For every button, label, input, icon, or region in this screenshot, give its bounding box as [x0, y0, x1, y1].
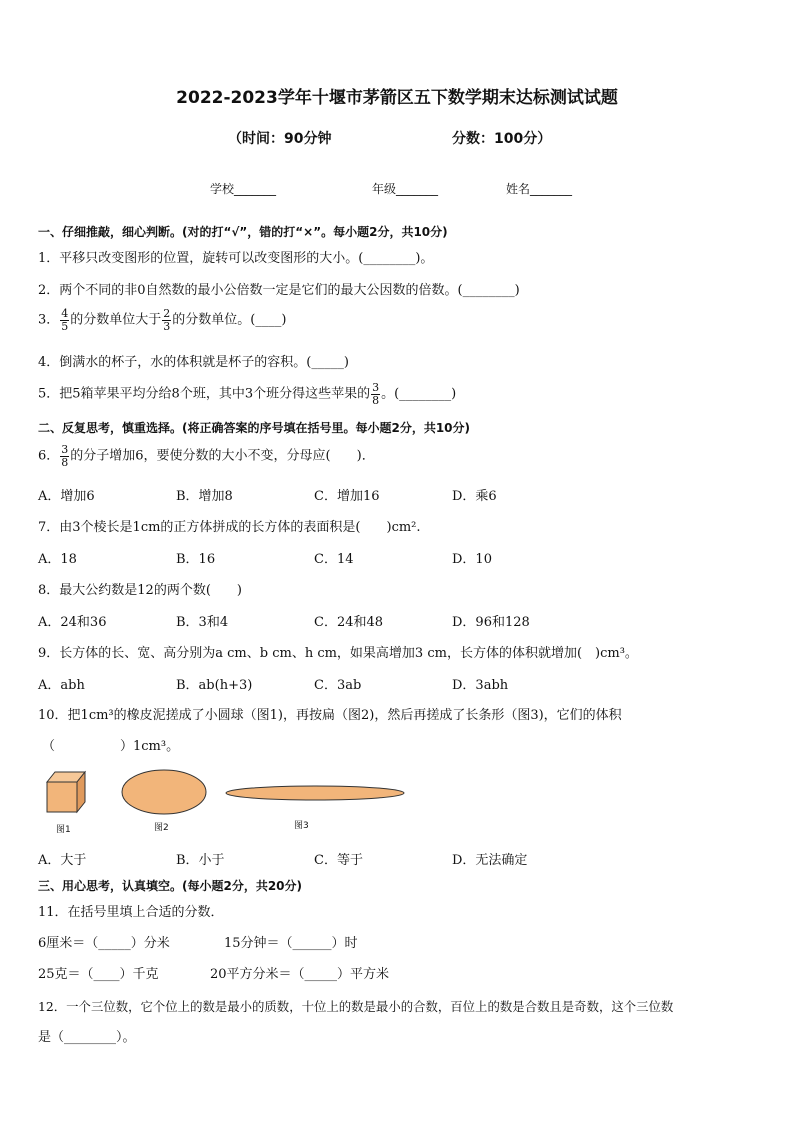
question-11: 11．在括号里填上合适的分数．: [38, 905, 224, 920]
question-12-cont: 是（________）。: [38, 1030, 136, 1045]
figure-2-label: 图2: [154, 823, 169, 833]
question-6-number: 6．: [38, 448, 60, 464]
question-3: [38, 308, 286, 332]
question-3-mid: 的分数单位大于: [70, 312, 162, 328]
q7-option-a: A．18: [38, 552, 77, 567]
section-3-heading: 三、用心思考，认真填空。(每小题2分，共20分): [38, 879, 303, 893]
fraction-3-8: $\frac{3}{8}$: [372, 381, 380, 407]
question-7: 7．由3个棱长是1cm的正方体拼成的长方体的表面积是( )cm².: [38, 520, 421, 535]
page-title: 2022-2023学年十堰市茅箭区五下数学期末达标测试试题: [176, 88, 618, 108]
name-field: 姓名_______: [506, 182, 573, 196]
question-6-post: 的分子增加6，要使分数的大小不变，分母应( )．: [70, 448, 375, 464]
q10-option-d: D．无法确定: [452, 853, 528, 868]
q8-option-b: B．3和4: [176, 615, 229, 630]
q11-part-b: 15分钟＝（______）时: [224, 936, 358, 951]
q8-option-c: C．24和48: [314, 615, 384, 630]
q10-option-c: C．等于: [314, 853, 363, 868]
q6-option-a: A．增加6: [38, 489, 95, 504]
q9-option-c: C．3ab: [314, 678, 362, 693]
q10-option-b: B．小于: [176, 853, 225, 868]
fraction-4-5: $\frac{4}{5}$: [61, 307, 69, 333]
q11-part-c: 25克＝（____）千克: [38, 967, 159, 982]
section-2-heading: 二、反复思考，慎重选择。(将正确答案的序号填在括号里。每小题2分，共10分): [38, 421, 471, 435]
q6-option-c: C．增加16: [314, 489, 380, 504]
cube-figure: [47, 772, 85, 812]
question-6: [38, 444, 375, 468]
exam-score: 分数：100分）: [452, 131, 552, 147]
question-5: [38, 382, 456, 406]
question-3-post: 的分数单位。(____): [172, 312, 287, 328]
q7-option-d: D．10: [452, 552, 492, 567]
question-10: 10．把1cm³的橡皮泥搓成了小圆球（图1)，再按扁（图2)，然后再搓成了长条形（图3)，它们的体积: [38, 708, 622, 723]
q10-figures: [40, 766, 410, 838]
figure-1-label: 图1: [56, 825, 71, 835]
question-8: 8．最大公约数是12的两个数( ): [38, 583, 242, 598]
q9-option-b: B．ab(h+3): [176, 678, 253, 693]
fraction-2-3: $\frac{2}{3}$: [163, 307, 171, 333]
q8-option-d: D．96和128: [452, 615, 530, 630]
grade-field: 年级_______: [372, 182, 439, 196]
q6-option-b: B．增加8: [176, 489, 233, 504]
fraction-3-8: $\frac{3}{8}$: [61, 443, 69, 469]
question-2: 2．两个不同的非0自然数的最小公倍数一定是它们的最大公因数的倍数。(________): [38, 283, 520, 298]
figure-3-label: 图3: [294, 821, 309, 831]
q9-option-a: A．abh: [38, 678, 85, 693]
q7-option-c: C．14: [314, 552, 354, 567]
question-9: 9．长方体的长、宽、高分别为a cm、b cm、h cm，如果高增加3 cm，长方体的体积就增加( )cm³。: [38, 646, 638, 661]
q11-part-a: 6厘米＝（_____）分米: [38, 936, 170, 951]
q8-option-a: A．24和36: [38, 615, 107, 630]
q6-option-d: D．乘6: [452, 489, 497, 504]
q11-part-d: 20平方分米＝（_____）平方米: [210, 967, 390, 982]
q7-option-b: B．16: [176, 552, 216, 567]
question-5-pre: 5．把5箱苹果平均分给8个班，其中3个班分得这些苹果的: [38, 386, 371, 402]
question-3-number: 3．: [38, 312, 60, 328]
question-5-post: 。(________): [381, 386, 457, 402]
question-12: 12．一个三位数，它个位上的数是最小的质数，十位上的数是最小的合数，百位上的数是合数且是奇数，这个三位数: [38, 999, 674, 1014]
long-strip-figure: [226, 786, 404, 800]
flattened-ball-figure: [122, 770, 206, 814]
section-1-heading: 一、仔细推敲，细心判断。(对的打“√”，错的打“×”。每小题2分，共10分): [38, 225, 448, 239]
question-4: 4．倒满水的杯子，水的体积就是杯子的容积。(_____): [38, 355, 349, 370]
question-10-blank: （ ）1cm³。: [42, 739, 180, 754]
exam-time: （时间：90分钟: [228, 131, 332, 147]
q9-option-d: D．3abh: [452, 678, 509, 693]
q10-option-a: A．大于: [38, 853, 87, 868]
question-1: 1．平移只改变图形的位置，旋转可以改变图形的大小。(________)。: [38, 251, 434, 266]
school-field: 学校_______: [210, 182, 277, 196]
